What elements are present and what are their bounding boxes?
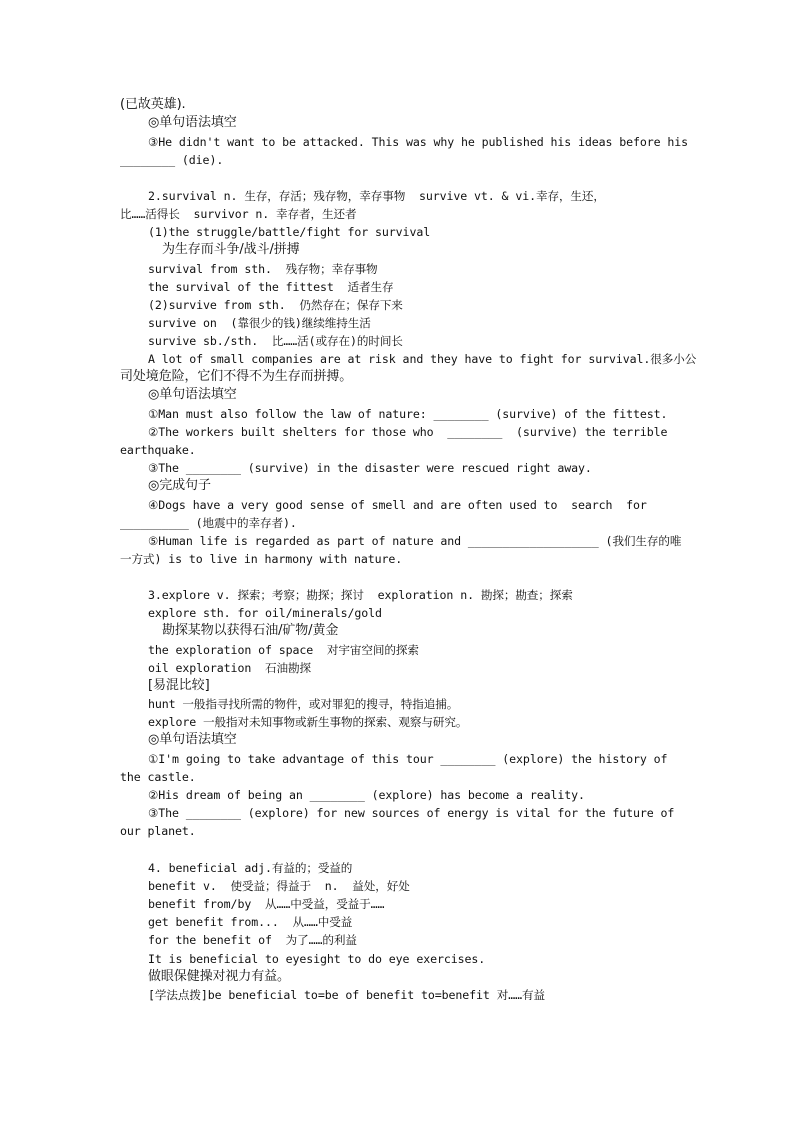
section-label: ◎完成句子 (148, 478, 211, 493)
text-line: (2)survive from sth. 仍然存在；保存下来 (148, 298, 403, 312)
text-line: explore 一般指对未知事物或新生事物的探索、观察与研究。 (148, 715, 468, 729)
text-line: survive sb./sth. 比……活(或存在)的时间长 (148, 334, 403, 348)
text-line: ②His dream of being an ________ (explore) has become a reality. (148, 788, 585, 802)
section-label: ◎单句语法填空 (148, 732, 237, 747)
text-line: (1)the struggle/battle/fight for survival (148, 225, 431, 239)
text-line: ③The ________ (explore) for new sources of energy is vital for the future of (148, 806, 675, 820)
text-line: hunt 一般指寻找所需的物件，或对罪犯的搜寻，特指追捕。 (148, 697, 459, 711)
text-line: benefit v. 使受益；得益于 n. 益处，好处 (148, 879, 410, 893)
text-line: 比……活得长 survivor n. 幸存者，生还者 (120, 207, 357, 221)
text-line: 司处境危险，它们不得不为生存而拼搏。 (120, 369, 353, 384)
text-line: __________ (地震中的幸存者). (120, 516, 297, 530)
section-label: [易混比较] (148, 678, 210, 693)
text-line: benefit from/by 从……中受益，受益于…… (148, 897, 385, 911)
text-line: ①I'm going to take advantage of this tour ________ (explore) the history of (148, 752, 668, 766)
text-line: 勘探某物以获得石油/矿物/黄金 (162, 623, 339, 638)
section-label: ◎单句语法填空 (148, 387, 237, 402)
text-line: for the benefit of 为了……的利益 (148, 933, 357, 947)
text-line: earthquake. (120, 443, 196, 457)
text-line: 3.explore v. 探索；考察；勘探；探讨 exploration n. 勘探；勘查；探索 (148, 588, 573, 602)
text-line: 4. beneficial adj.有益的；受益的 (148, 861, 353, 875)
text-line: 一方式) is to live in harmony with nature. (120, 552, 403, 566)
text-line: A lot of small companies are at risk and they have to fight for survival.很多小公 (148, 352, 697, 366)
text-line: the exploration of space 对宇宙空间的探索 (148, 643, 419, 657)
text-line: ②The workers built shelters for those who ________ (survive) the terrible (148, 425, 668, 439)
section-label: ◎单句语法填空 (148, 115, 237, 130)
text-line: ④Dogs have a very good sense of smell and are often used to search for (148, 498, 647, 512)
text-line: ③The ________ (survive) in the disaster were rescued right away. (148, 461, 592, 475)
text-line: ________ (die). (120, 153, 224, 167)
text-line: ①Man must also follow the law of nature: ________ (survive) of the fittest. (148, 407, 668, 421)
text-line: the survival of the fittest 适者生存 (148, 280, 394, 294)
text-line: 2.survival n. 生存，存活；残存物，幸存事物 survive vt. & vi.幸存，生还， (148, 189, 605, 203)
text-line: the castle. (120, 770, 196, 784)
text-line: our planet. (120, 824, 196, 838)
text-line: get benefit from... 从……中受益 (148, 915, 353, 929)
text-line: It is beneficial to eyesight to do eye exercises. (148, 952, 486, 966)
text-line: (已故英雄). (120, 97, 186, 112)
text-line: survival from sth. 残存物；幸存事物 (148, 262, 378, 276)
text-line: 做眼保健操对视力有益。 (148, 969, 290, 984)
text-line: oil exploration 石油勘探 (148, 661, 311, 675)
text-line: ⑤Human life is regarded as part of nature and ___________________ (我们生存的唯 (148, 534, 682, 548)
text-line: ③He didn't want to be attacked. This was why he published his ideas before his (148, 135, 689, 149)
text-line: [学法点拨]be beneficial to=be of benefit to=benefit 对……有益 (148, 988, 545, 1002)
text-line: explore sth. for oil/minerals/gold (148, 606, 382, 620)
text-line: survive on (靠很少的钱)继续维持生活 (148, 316, 371, 330)
text-line: 为生存而斗争/战斗/拼搏 (162, 242, 300, 257)
